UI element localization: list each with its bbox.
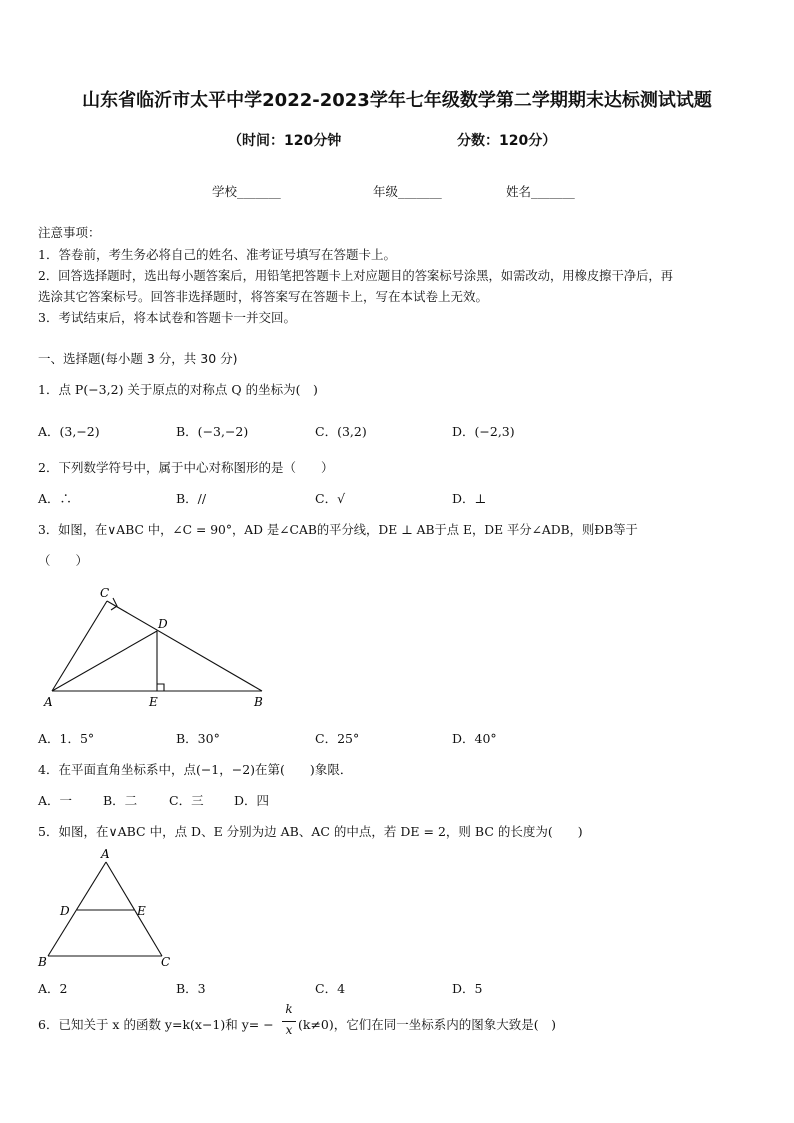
- question-stem-cont: （ ）: [38, 553, 89, 568]
- note-item: 选涂其它答案标号。回答非选择题时，将答案写在答题卡上，写在本试卷上无效。: [38, 289, 489, 304]
- option-b: B．二: [103, 793, 138, 808]
- question-stem: 4．在平面直角坐标系中，点(−1，−2)在第( )象限．: [38, 762, 353, 777]
- option-d: D．四: [234, 793, 270, 808]
- label-a: A: [101, 847, 110, 861]
- option-b: B．//: [176, 491, 207, 506]
- note-item: 3．考试结束后，将本试卷和答题卡一并交回。: [38, 310, 296, 325]
- triangle-figure-q3: [40, 584, 280, 712]
- question-stem: 2．下列数学符号中，属于中心对称图形的是（ ）: [38, 460, 334, 475]
- question-stem: 5．如图，在∨ABC 中，点 D、E 分别为边 AB、AC 的中点，若 DE = 2，则 BC 的长度为( ): [38, 824, 583, 839]
- option-a: A．1．5°: [38, 731, 95, 746]
- question-stem-cont: (k≠0)，它们在同一坐标系内的图象大致是( ): [298, 1017, 557, 1032]
- label-e: E: [137, 904, 146, 918]
- option-a: A．(3,−2): [38, 424, 100, 439]
- label-c: C: [100, 586, 110, 600]
- option-b: B．30°: [176, 731, 220, 746]
- name-field: 姓名_______: [506, 184, 575, 199]
- option-c: C．25°: [315, 731, 360, 746]
- option-c: C．√: [315, 491, 346, 506]
- option-c: C．(3,2): [315, 424, 367, 439]
- page-title: 山东省临沂市太平中学2022-2023学年七年级数学第二学期期末达标测试试题: [82, 90, 712, 111]
- label-b: B: [254, 695, 263, 709]
- question-stem: 6．已知关于 x 的函数 y=k(x−1)和 y= −: [38, 1017, 274, 1032]
- notes-heading: 注意事项：: [38, 225, 101, 240]
- label-d: D: [158, 617, 168, 631]
- note-item: 1．答卷前，考生务必将自己的姓名、准考证号填写在答题卡上。: [38, 247, 396, 262]
- triangle-figure-q5: [36, 845, 186, 973]
- label-c: C: [161, 955, 171, 969]
- option-a: A．∴: [38, 491, 73, 506]
- grade-field: 年级_______: [373, 184, 442, 199]
- note-item: 2．回答选择题时，选出每小题答案后，用铅笔把答题卡上对应题目的答案标号涂黑，如需改动，用橡皮擦干净后，再: [38, 269, 673, 283]
- exam-score: 分数：120分）: [457, 133, 557, 149]
- label-a: A: [44, 695, 53, 709]
- exam-time: （时间：120分钟: [228, 133, 342, 149]
- label-e: E: [149, 695, 158, 709]
- option-a: A．一: [38, 793, 73, 808]
- fraction-bar: [282, 1021, 296, 1022]
- option-d: D．⊥: [452, 491, 487, 506]
- option-c: C．三: [169, 793, 204, 808]
- option-c: C．4: [315, 981, 346, 996]
- option-d: D．(−2,3): [452, 424, 515, 439]
- option-d: D．40°: [452, 731, 497, 746]
- option-b: B．(−3,−2): [176, 424, 249, 439]
- fraction-denominator: x: [285, 1023, 293, 1037]
- question-stem: 3．如图，在∨ABC 中，∠C = 90°，AD 是∠CAB的平分线，DE ⊥ AB于点 E，DE 平分∠ADB，则ÐB等于: [38, 523, 638, 537]
- option-b: B．3: [176, 981, 206, 996]
- label-b: B: [38, 955, 47, 969]
- school-field: 学校_______: [212, 184, 281, 199]
- section-heading: 一、选择题(每小题 3 分，共 30 分): [38, 351, 238, 366]
- option-a: A．2: [38, 981, 68, 996]
- option-d: D．5: [452, 981, 483, 996]
- label-d: D: [60, 904, 70, 918]
- question-stem: 1．点 P(−3,2) 关于原点的对称点 Q 的坐标为( ): [38, 382, 318, 397]
- fraction-numerator: k: [285, 1002, 293, 1016]
